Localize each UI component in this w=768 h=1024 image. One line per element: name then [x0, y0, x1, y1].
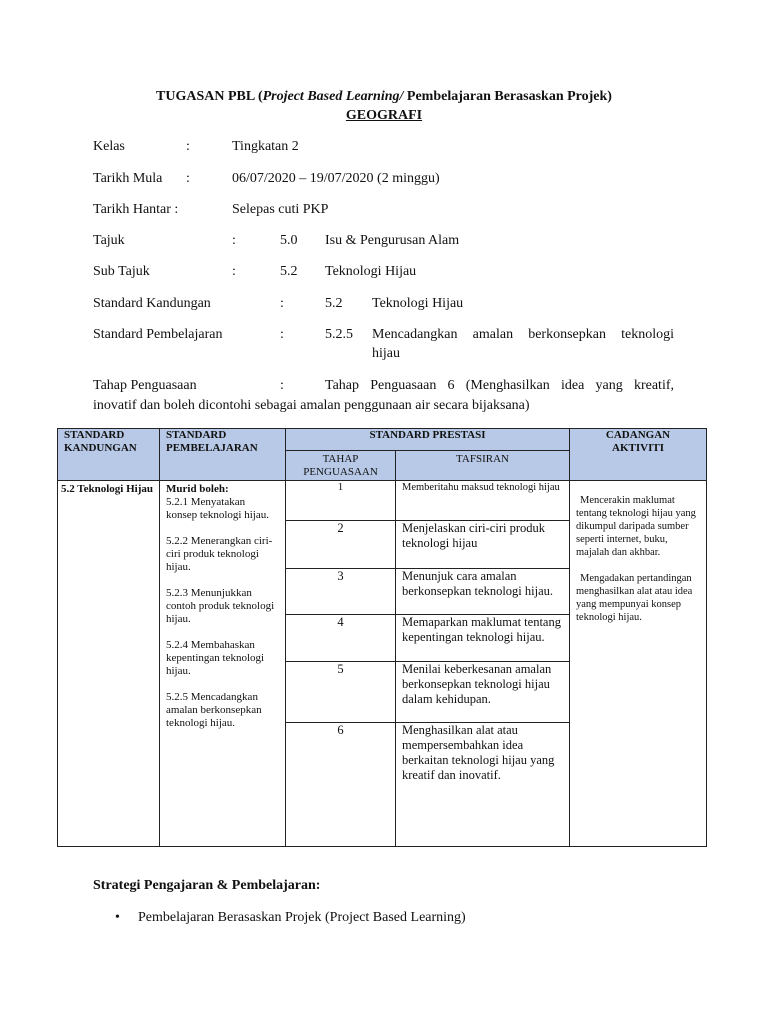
- kelas-label: Kelas: [93, 139, 125, 154]
- tahap-level: 1: [286, 481, 396, 521]
- document-title: TUGASAN PBL (Project Based Learning/ Pembelajaran Berasaskan Projek): [156, 89, 612, 104]
- standard-pembelajaran-value-line2: hijau: [372, 346, 400, 361]
- tahap-level: 4: [286, 615, 396, 662]
- header-standard-pembelajaran: STANDARD PEMBELAJARAN: [160, 429, 286, 481]
- standard-pembelajaran-colon: :: [280, 327, 284, 342]
- kelas-value: Tingkatan 2: [232, 139, 299, 154]
- standard-pembelajaran-code: 5.2.5: [325, 327, 353, 342]
- tahap-penguasaan-colon: :: [280, 378, 284, 393]
- pembelajaran-item: 5.2.1 Menyatakan konsep teknologi hijau.: [166, 496, 269, 521]
- tarikh-mula-colon: :: [186, 171, 190, 186]
- pembelajaran-heading: Murid boleh:: [166, 483, 229, 495]
- tafsiran-text: Menunjuk cara amalan berkonsepkan teknologi hijau.: [396, 569, 570, 615]
- tarikh-mula-label: Tarikh Mula: [93, 171, 163, 186]
- tarikh-hantar-label: Tarikh Hantar :: [93, 202, 179, 217]
- tahap-level: 5: [286, 662, 396, 723]
- tajuk-colon: :: [232, 233, 236, 248]
- standard-kandungan-label: Standard Kandungan: [93, 296, 211, 311]
- standard-kandungan-colon: :: [280, 296, 284, 311]
- tafsiran-text: Memaparkan maklumat tentang kepentingan teknologi hijau.: [396, 615, 570, 662]
- bullet-icon: •: [115, 910, 120, 925]
- tafsiran-text: Menghasilkan alat atau mempersembahkan idea berkaitan teknologi hijau yang kreatif dan inovatif.: [396, 723, 570, 847]
- tahap-penguasaan-label: Tahap Penguasaan: [93, 378, 197, 393]
- header-standard-prestasi: STANDARD PRESTASI: [286, 429, 570, 451]
- sub-tajuk-code: 5.2: [280, 264, 298, 279]
- standard-kandungan-value: Teknologi Hijau: [372, 296, 464, 311]
- tafsiran-text: Memberitahu maksud teknologi hijau: [396, 481, 570, 521]
- tarikh-mula-value: 06/07/2020 – 19/07/2020 (2 minggu): [232, 171, 440, 186]
- tahap-penguasaan-line1: Tahap Penguasaan 6 (Menghasilkan idea yang kreatif,: [325, 378, 674, 393]
- strategi-heading: Strategi Pengajaran & Pembelajaran:: [93, 878, 321, 893]
- aktiviti-item: Mengadakan pertandingan menghasilkan alat atau idea yang mempunyai konsep teknologi hijau.: [576, 573, 693, 623]
- aktiviti-item: Mencerakin maklumat tentang teknologi hijau yang dikumpul daripada sumber seperti internet, buku, majalah dan akhbar.: [576, 495, 696, 558]
- tafsiran-text: Menjelaskan ciri-ciri produk teknologi hijau: [396, 521, 570, 569]
- strategi-item: Pembelajaran Berasaskan Projek (Project Based Learning): [138, 910, 466, 925]
- pembelajaran-item: 5.2.2 Menerangkan ciri-ciri produk teknologi hijau.: [166, 535, 273, 573]
- standard-pembelajaran-label: Standard Pembelajaran: [93, 327, 223, 342]
- header-tafsiran: TAFSIRAN: [396, 451, 570, 481]
- pembelajaran-cell: [160, 481, 286, 847]
- tajuk-value: Isu & Pengurusan Alam: [325, 233, 460, 248]
- kelas-colon: :: [186, 139, 190, 154]
- pembelajaran-item: 5.2.3 Menunjukkan contoh produk teknologi hijau.: [166, 587, 275, 625]
- pembelajaran-item: 5.2.5 Mencadangkan amalan berkonsepkan teknologi hijau.: [166, 691, 262, 729]
- tahap-penguasaan-line2: inovatif dan boleh dicontohi sebagai amalan penggunaan air secara bijaksana): [93, 398, 530, 413]
- header-tahap-penguasaan: TAHAP PENGUASAAN: [286, 451, 396, 481]
- tahap-level: 2: [286, 521, 396, 569]
- tajuk-label: Tajuk: [93, 233, 125, 248]
- tahap-level: 3: [286, 569, 396, 615]
- header-standard-kandungan: STANDARD KANDUNGAN: [58, 429, 160, 481]
- standard-pembelajaran-value-line1: Mencadangkan amalan berkonsepkan teknologi: [372, 327, 674, 342]
- subject-title: GEOGRAFI: [345, 108, 423, 123]
- pembelajaran-item: 5.2.4 Membahaskan kepentingan teknologi hijau.: [166, 639, 265, 677]
- standard-prestasi-table: [57, 428, 707, 847]
- sub-tajuk-colon: :: [232, 264, 236, 279]
- tajuk-code: 5.0: [280, 233, 298, 248]
- sub-tajuk-label: Sub Tajuk: [93, 264, 150, 279]
- kandungan-cell: 5.2 Teknologi Hijau: [58, 481, 160, 847]
- sub-tajuk-value: Teknologi Hijau: [325, 264, 417, 279]
- tahap-level: 6: [286, 723, 396, 847]
- standard-kandungan-code: 5.2: [325, 296, 343, 311]
- header-cadangan-aktiviti: CADANGAN AKTIVITI: [570, 429, 707, 481]
- aktiviti-cell: [570, 481, 707, 847]
- tafsiran-text: Menilai keberkesanan amalan berkonsepkan teknologi hijau dalam kehidupan.: [396, 662, 570, 723]
- tarikh-hantar-value: Selepas cuti PKP: [232, 202, 329, 217]
